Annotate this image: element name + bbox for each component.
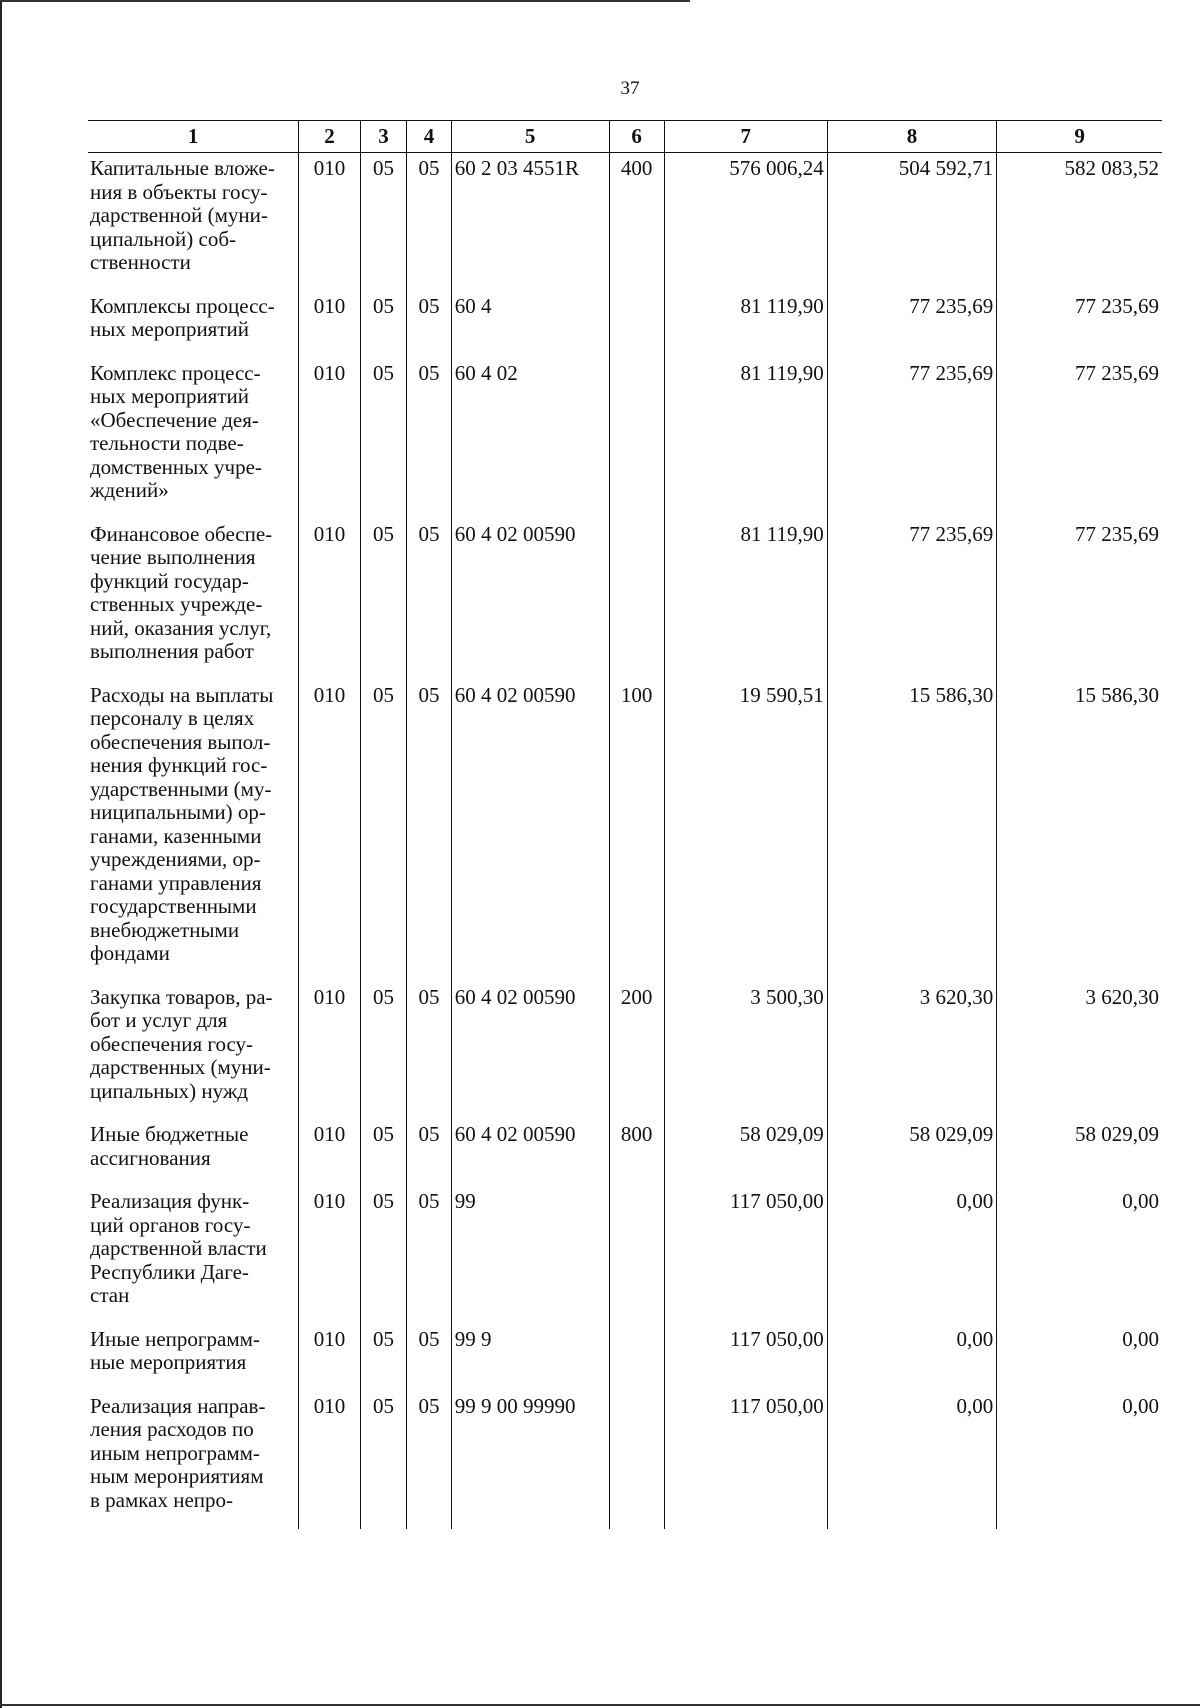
- table-row: [88, 1391, 1162, 1529]
- cell-col-3: 05: [360, 153, 407, 291]
- cell-col-3: 05: [360, 1119, 407, 1186]
- cell-col-9: 0,00: [997, 1324, 1162, 1391]
- cell-col-6: 400: [609, 153, 664, 291]
- table-row: [88, 680, 1162, 982]
- cell-col-6: 100: [609, 680, 664, 982]
- row-name: Реализация направ- ления расходов по иным непрограмм- ным меронриятиям в рамках непро-: [90, 1393, 266, 1512]
- budget-table: [88, 120, 1162, 1529]
- cell-col-6: [609, 1186, 664, 1324]
- cell-col-2: 010: [299, 519, 360, 680]
- cell-col-8: 504 592,71: [827, 153, 996, 291]
- cell-col-6: 200: [609, 982, 664, 1120]
- table-row: [88, 1119, 1162, 1186]
- cell-col-9: 582 083,52: [997, 153, 1162, 291]
- col-header-7: 7: [664, 121, 827, 153]
- cell-col-7: 117 050,00: [664, 1391, 827, 1529]
- row-name: Финансовое обеспе- чение выполнения функций государ- ственных учрежде- ний, оказания услуг, выполнения работ: [90, 521, 273, 663]
- cell-col-9: 58 029,09: [997, 1119, 1162, 1186]
- cell-col-2: 010: [299, 291, 360, 358]
- cell-col-2: 010: [299, 982, 360, 1120]
- cell-col-2: 010: [299, 358, 360, 519]
- cell-col-5: 99: [451, 1186, 609, 1324]
- cell-col-4: 05: [407, 1391, 451, 1529]
- cell-col-6: [609, 1324, 664, 1391]
- cell-col-4: 05: [407, 1119, 451, 1186]
- cell-col-4: 05: [407, 153, 451, 291]
- cell-col-8: 15 586,30: [827, 680, 996, 982]
- cell-col-4: 05: [407, 358, 451, 519]
- col-header-5: 5: [451, 121, 609, 153]
- cell-col-8: 3 620,30: [827, 982, 996, 1120]
- cell-col-7: 81 119,90: [664, 358, 827, 519]
- cell-col-2: 010: [299, 1119, 360, 1186]
- cell-col-3: 05: [360, 982, 407, 1120]
- cell-col-8: 0,00: [827, 1186, 996, 1324]
- row-name: Иные бюджетные ассигнования: [90, 1122, 249, 1170]
- cell-col-5: 60 4 02 00590: [451, 680, 609, 982]
- row-name: Расходы на выплаты персоналу в целях обеспечения выпол- нения функций гос- ударственными (му- ниципальными) ор- ганами, казенными учреждениями, ор- ганами управления государственными внебюджетными фондами: [90, 682, 274, 965]
- cell-col-9: 15 586,30: [997, 680, 1162, 982]
- table-row: [88, 1324, 1162, 1391]
- cell-col-4: 05: [407, 1324, 451, 1391]
- scan-edge-top: [0, 0, 690, 2]
- cell-col-9: 3 620,30: [997, 982, 1162, 1120]
- col-header-8: 8: [827, 121, 996, 153]
- col-header-3: 3: [360, 121, 407, 153]
- cell-col-7: 117 050,00: [664, 1186, 827, 1324]
- row-name: Реализация функ- ций органов госу- дарственной власти Республики Даге- стан: [90, 1189, 267, 1307]
- cell-col-4: 05: [407, 1186, 451, 1324]
- cell-col-8: 77 235,69: [827, 519, 996, 680]
- cell-col-9: 77 235,69: [997, 358, 1162, 519]
- scan-edge-bottom: [0, 1704, 1200, 1706]
- col-header-4: 4: [407, 121, 451, 153]
- cell-col-6: 800: [609, 1119, 664, 1186]
- page-number: 37: [620, 78, 640, 99]
- cell-col-8: 0,00: [827, 1391, 996, 1529]
- cell-col-8: 77 235,69: [827, 358, 996, 519]
- cell-col-5: 60 4 02 00590: [451, 1119, 609, 1186]
- table-row: [88, 291, 1162, 358]
- cell-col-7: 58 029,09: [664, 1119, 827, 1186]
- row-name: Закупка товаров, ра- бот и услуг для обеспечения госу- дарственных (муни- ципальных) нужд: [90, 984, 273, 1103]
- cell-col-6: [609, 519, 664, 680]
- cell-col-5: 60 4 02 00590: [451, 519, 609, 680]
- cell-col-8: 77 235,69: [827, 291, 996, 358]
- cell-col-4: 05: [407, 680, 451, 982]
- cell-col-4: 05: [407, 519, 451, 680]
- cell-col-3: 05: [360, 680, 407, 982]
- table-row: [88, 982, 1162, 1120]
- cell-col-7: 3 500,30: [664, 982, 827, 1120]
- cell-col-3: 05: [360, 519, 407, 680]
- cell-col-2: 010: [299, 680, 360, 982]
- col-header-9: 9: [997, 121, 1162, 153]
- table-row: [88, 358, 1162, 519]
- cell-col-9: 0,00: [997, 1391, 1162, 1529]
- col-header-1: 1: [88, 121, 299, 153]
- cell-col-9: 77 235,69: [997, 519, 1162, 680]
- cell-col-9: 77 235,69: [997, 291, 1162, 358]
- cell-col-5: 99 9: [451, 1324, 609, 1391]
- cell-col-5: 60 2 03 4551R: [451, 153, 609, 291]
- cell-col-3: 05: [360, 1324, 407, 1391]
- cell-col-3: 05: [360, 1391, 407, 1529]
- cell-col-3: 05: [360, 358, 407, 519]
- cell-col-4: 05: [407, 982, 451, 1120]
- cell-col-2: 010: [299, 1391, 360, 1529]
- cell-col-5: 60 4 02 00590: [451, 982, 609, 1120]
- cell-col-7: 81 119,90: [664, 291, 827, 358]
- header-row: [88, 121, 1162, 153]
- col-header-2: 2: [299, 121, 360, 153]
- row-name: Комплекс процесс- ных мероприятий «Обеспечение дея- тельности подве- домственных учре- ждений»: [90, 360, 262, 502]
- row-name: Комплексы процесс- ных мероприятий: [90, 293, 275, 341]
- cell-col-3: 05: [360, 291, 407, 358]
- cell-col-7: 576 006,24: [664, 153, 827, 291]
- cell-col-9: 0,00: [997, 1186, 1162, 1324]
- cell-col-2: 010: [299, 1186, 360, 1324]
- col-header-6: 6: [609, 121, 664, 153]
- table-row: [88, 153, 1162, 291]
- cell-col-3: 05: [360, 1186, 407, 1324]
- cell-col-6: [609, 1391, 664, 1529]
- cell-col-7: 19 590,51: [664, 680, 827, 982]
- cell-col-7: 81 119,90: [664, 519, 827, 680]
- cell-col-8: 0,00: [827, 1324, 996, 1391]
- cell-col-6: [609, 291, 664, 358]
- cell-col-5: 99 9 00 99990: [451, 1391, 609, 1529]
- cell-col-2: 010: [299, 1324, 360, 1391]
- cell-col-7: 117 050,00: [664, 1324, 827, 1391]
- cell-col-5: 60 4 02: [451, 358, 609, 519]
- cell-col-2: 010: [299, 153, 360, 291]
- table-row: [88, 519, 1162, 680]
- scan-edge-left: [0, 0, 2, 1708]
- row-name: Иные непрограмм- ные мероприятия: [90, 1326, 260, 1374]
- cell-col-8: 58 029,09: [827, 1119, 996, 1186]
- cell-col-5: 60 4: [451, 291, 609, 358]
- row-name: Капитальные вложе- ния в объекты госу- дарственной (муни- ципальной) соб- ственности: [90, 156, 275, 274]
- cell-col-4: 05: [407, 291, 451, 358]
- table-row: [88, 1186, 1162, 1324]
- cell-col-6: [609, 358, 664, 519]
